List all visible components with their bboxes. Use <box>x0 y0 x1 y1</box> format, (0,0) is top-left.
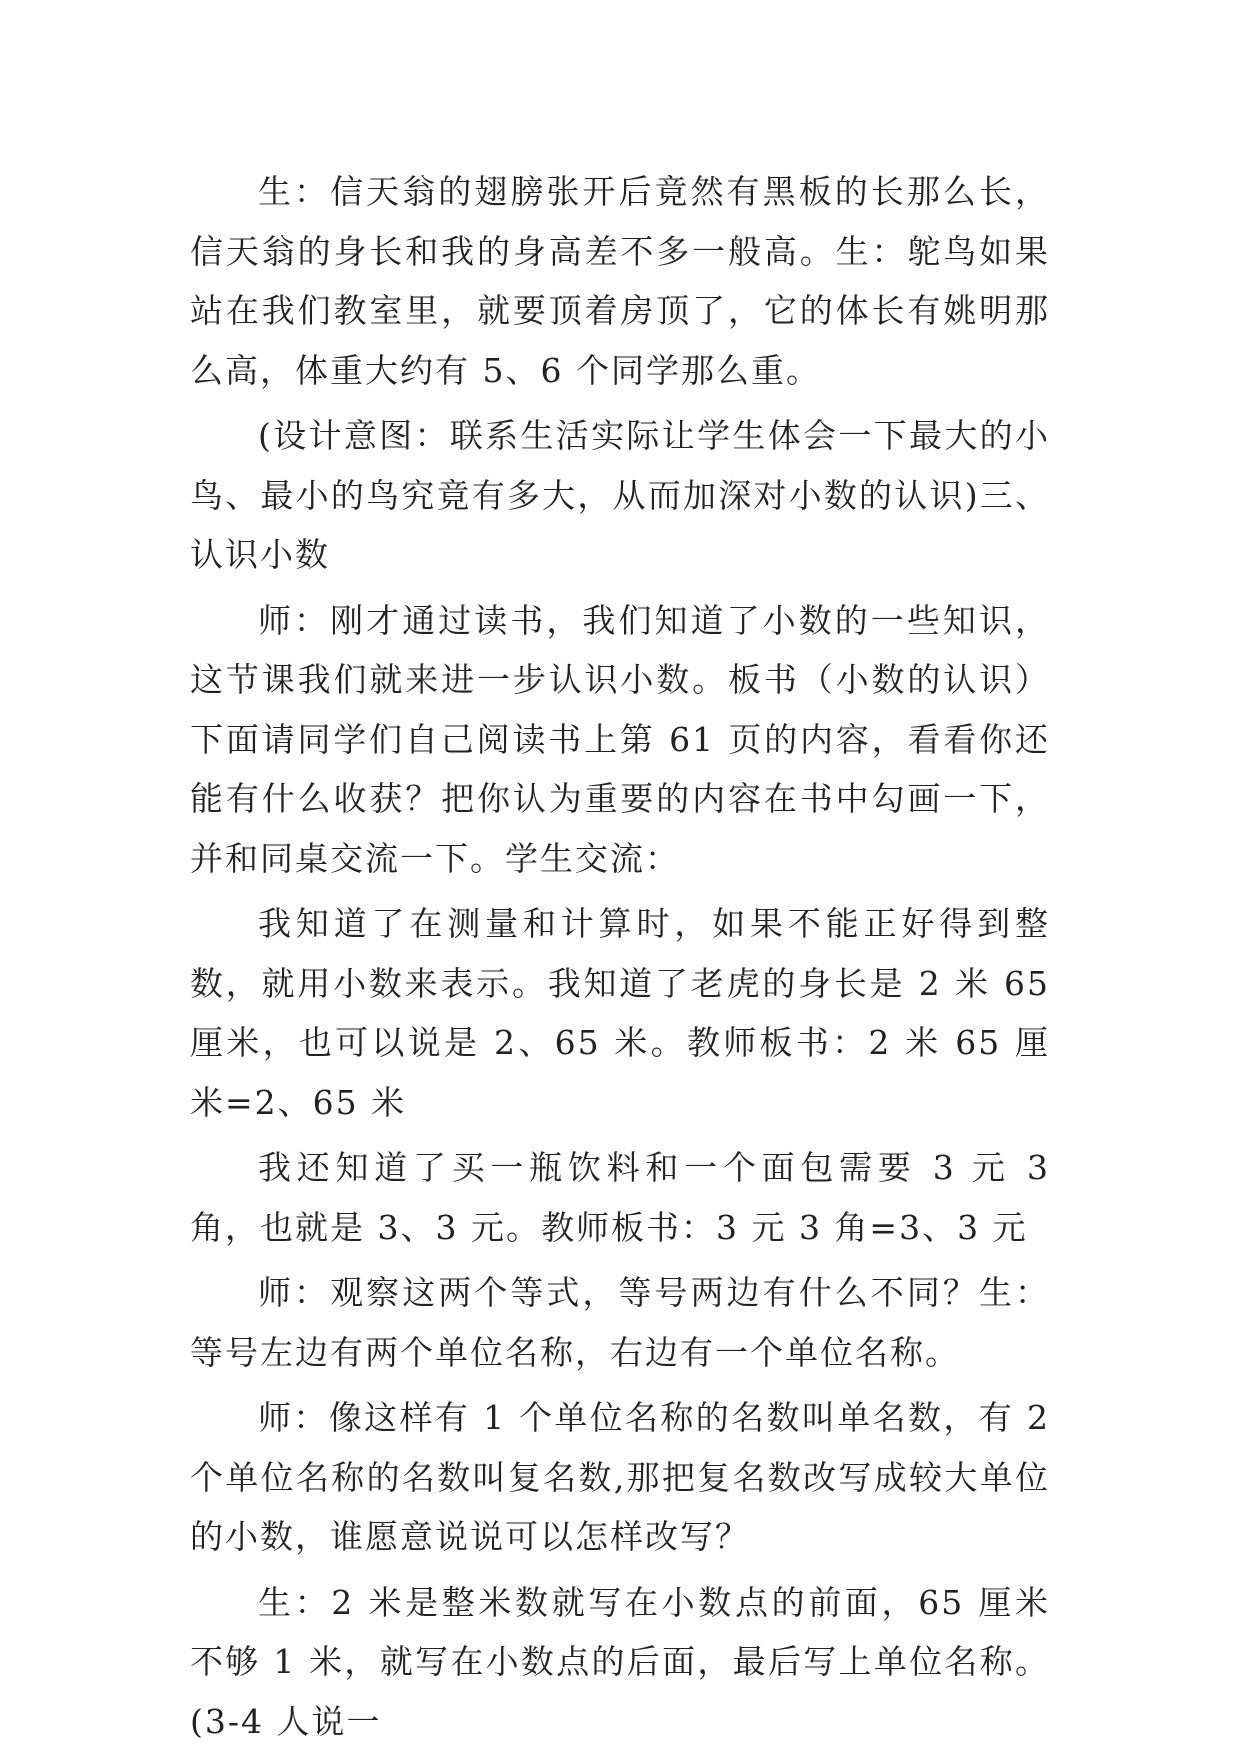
paragraph-money-example: 我还知道了买一瓶饮料和一个面包需要 3 元 3 角，也就是 3、3 元。教师板书：3 元 3 角=3、3 元 <box>190 1148 1050 1247</box>
document-body <box>190 162 1050 1757</box>
paragraph-student-bird-comparison: 生：信天翁的翅膀张开后竟然有黑板的长那么长，信天翁的身长和我的身高差不多一般高。生：鸵鸟如果站在我们教室里，就要顶着房顶了，它的体长有姚明那么高，体重大约有 5、6 个同学那么重。 <box>190 172 1050 390</box>
paragraph-compound-numbers: 师：像这样有 1 个单位名称的名数叫单名数，有 2 个单位名称的名数叫复名数,那把复名数改写成较大单位的小数，谁愿意说说可以怎样改写？ <box>190 1398 1050 1556</box>
paragraph-design-intent: (设计意图：联系生活实际让学生体会一下最大的小鸟、最小的鸟究竟有多大，从而加深对小数的认识)三、认识小数 <box>190 416 1050 574</box>
paragraph-measurement-example: 我知道了在测量和计算时，如果不能正好得到整数，就用小数来表示。我知道了老虎的身长是 2 米 65 厘米，也可以说是 2、65 米。教师板书：2 米 65 厘米=2、65 米 <box>190 904 1050 1122</box>
paragraph-teacher-reading: 师：刚才通过读书，我们知道了小数的一些知识，这节课我们就来进一步认识小数。板书（小数的认识）下面请同学们自己阅读书上第 61 页的内容，看看你还能有什么收获？把你认为重要的内容在书中勾画一下，并和同桌交流一下。学生交流： <box>190 600 1050 878</box>
paragraph-compare-equations: 师：观察这两个等式，等号两边有什么不同？生：等号左边有两个单位名称，右边有一个单位名称。 <box>190 1273 1050 1372</box>
paragraph-student-rewrite: 生：2 米是整米数就写在小数点的前面，65 厘米不够 1 米，就写在小数点的后面，最后写上单位名称。(3-4 人说一 <box>190 1582 1050 1741</box>
